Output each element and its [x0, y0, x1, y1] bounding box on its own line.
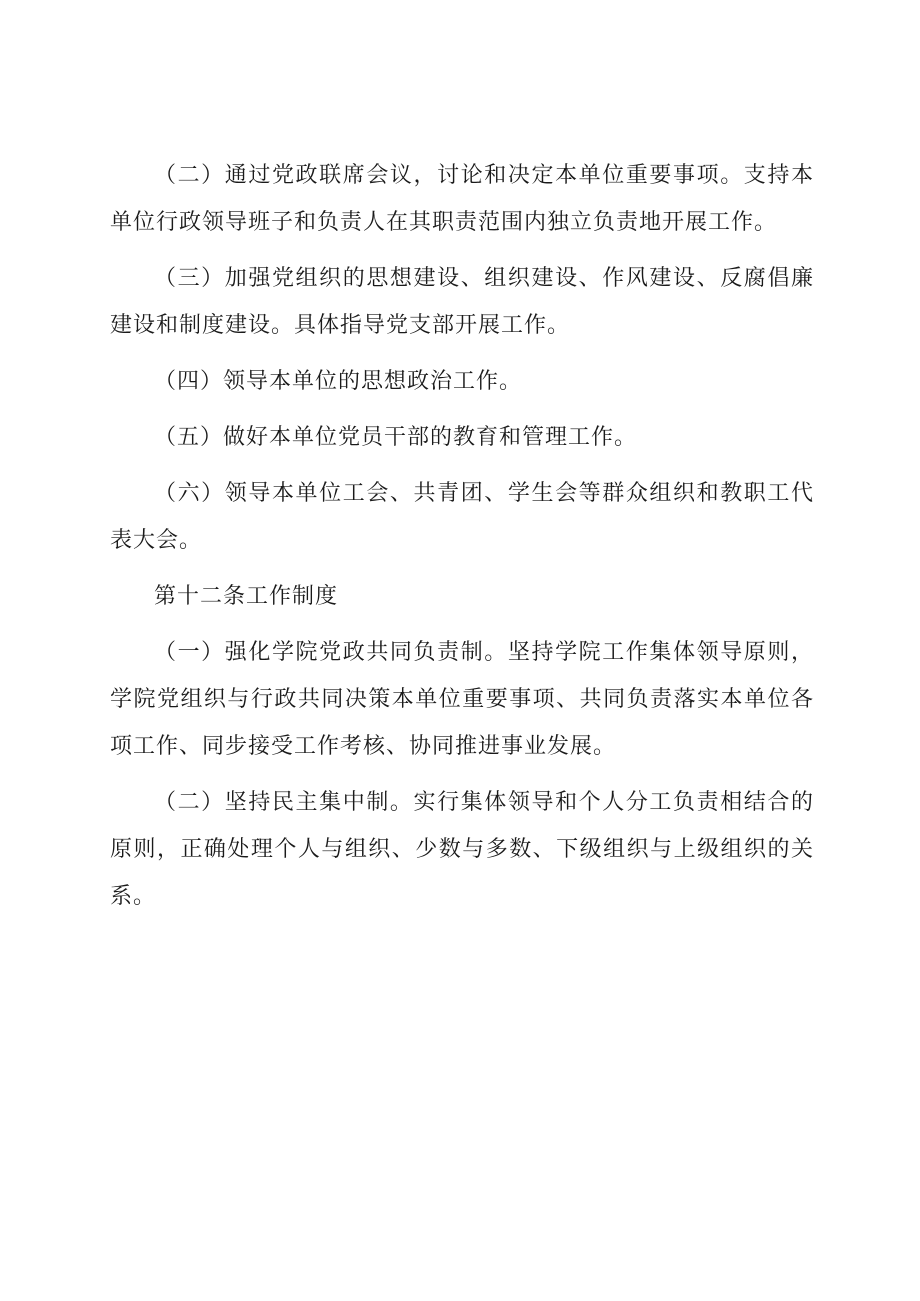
paragraph-democratic-centralism: （二）坚持民主集中制。实行集体领导和个人分工负责相结合的原则，正确处理个人与组织、少数与多数、下级组织与上级组织的关系。 [110, 790, 814, 909]
paragraph-cadre-education: （五）做好本单位党员干部的教育和管理工作。 [154, 425, 638, 450]
paragraph-joint-responsibility: （一）强化学院党政共同负责制。坚持学院工作集体领导原则，学院党组织与行政共同决策本单位重要事项、共同负责落实本单位各项工作、同步接受工作考核、协同推进事业发展。 [110, 640, 814, 759]
paragraph-joint-meeting: （二）通过党政联席会议，讨论和决定本单位重要事项。支持本单位行政领导班子和负责人在其职责范围内独立负责地开展工作。 [110, 163, 814, 235]
document-body [110, 152, 814, 929]
paragraph-ideological-work: （四）领导本单位的思想政治工作。 [154, 369, 523, 394]
paragraph-mass-organizations: （六）领导本单位工会、共青团、学生会等群众组织和教职工代表大会。 [110, 481, 814, 553]
paragraph-party-building: （三）加强党组织的思想建设、组织建设、作风建设、反腐倡廉建设和制度建设。具体指导党支部开展工作。 [110, 266, 814, 338]
section-heading-article-12: 第十二条工作制度 [154, 584, 339, 609]
